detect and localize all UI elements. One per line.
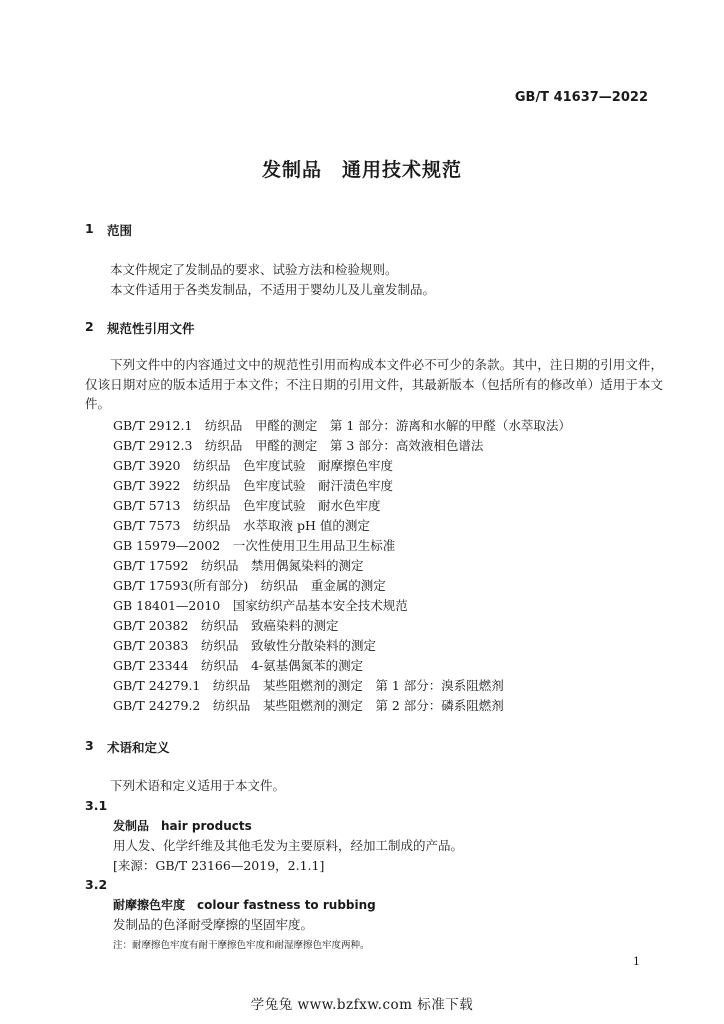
- section-3-heading: 术语和定义: [107, 740, 170, 755]
- reference-item: GB/T 17593(所有部分) 纺织品 重金属的测定: [113, 578, 386, 593]
- reference-item: GB/T 3922 纺织品 色牢度试验 耐汗渍色牢度: [113, 478, 394, 493]
- section-3-number: 3: [85, 738, 94, 753]
- reference-item: GB/T 20382 纺织品 致癌染料的测定: [113, 618, 339, 633]
- reference-item: GB/T 20383 纺织品 致敏性分散染料的测定: [113, 638, 376, 653]
- scope-paragraph-1: 本文件规定了发制品的要求、试验方法和检验规则。: [110, 262, 398, 277]
- section-2-number: 2: [85, 319, 94, 334]
- scope-paragraph-2: 本文件适用于各类发制品，不适用于婴幼儿及儿童发制品。: [110, 282, 436, 297]
- standard-number: GB/T 41637—2022: [514, 90, 648, 105]
- term-note: 注：耐摩擦色牢度有耐干摩擦色牢度和耐湿摩擦色牢度两种。: [113, 940, 370, 951]
- reference-item: GB/T 2912.1 纺织品 甲醛的测定 第 1 部分：游离和水解的甲醛（水萃取法）: [113, 418, 571, 433]
- term-number: 3.1: [85, 798, 108, 813]
- reference-item: GB/T 23344 纺织品 4-氨基偶氮苯的测定: [113, 658, 364, 673]
- reference-item: GB/T 3920 纺织品 色牢度试验 耐摩擦色牢度: [113, 458, 394, 473]
- term-number: 3.2: [85, 877, 108, 892]
- reference-item: GB/T 7573 纺织品 水萃取液 pH 值的测定: [113, 518, 370, 533]
- section-1-heading: 范围: [107, 223, 133, 238]
- document-title: 发制品 通用技术规范: [261, 159, 462, 181]
- references-intro: 下列文件中的内容通过文中的规范性引用而构成本文件必不可少的条款。其中，注日期的引用文件，仅该日期对应的版本适用于本文件；不注日期的引用文件，其最新版本（包括所有的修改单）适用于本文件。: [85, 357, 663, 411]
- term-definition: 用人发、化学纤维及其他毛发为主要原料，经加工制成的产品。: [113, 838, 464, 853]
- reference-item: GB 15979—2002 一次性使用卫生用品卫生标准: [113, 538, 396, 553]
- footer-watermark: 学兔兔 www.bzfxw.com 标准下载: [250, 997, 474, 1013]
- section-2-heading: 规范性引用文件: [107, 321, 195, 336]
- term-source: [来源：GB/T 23166—2019，2.1.1]: [113, 858, 325, 873]
- reference-item: GB/T 17592 纺织品 禁用偶氮染料的测定: [113, 558, 364, 573]
- reference-item: GB/T 24279.2 纺织品 某些阻燃剂的测定 第 2 部分：磷系阻燃剂: [113, 698, 504, 713]
- terms-intro: 下列术语和定义适用于本文件。: [110, 778, 286, 793]
- term-name: 发制品 hair products: [113, 819, 252, 833]
- reference-item: GB 18401—2010 国家纺织产品基本安全技术规范: [113, 598, 408, 613]
- reference-item: GB/T 24279.1 纺织品 某些阻燃剂的测定 第 1 部分：溴系阻燃剂: [113, 678, 504, 693]
- page-number: 1: [633, 955, 640, 968]
- section-1-number: 1: [85, 221, 94, 236]
- term-definition: 发制品的色泽耐受摩擦的坚固牢度。: [113, 917, 314, 932]
- reference-item: GB/T 2912.3 纺织品 甲醛的测定 第 3 部分：高效液相色谱法: [113, 438, 484, 453]
- reference-item: GB/T 5713 纺织品 色牢度试验 耐水色牢度: [113, 498, 381, 513]
- term-name: 耐摩擦色牢度 colour fastness to rubbing: [113, 898, 376, 912]
